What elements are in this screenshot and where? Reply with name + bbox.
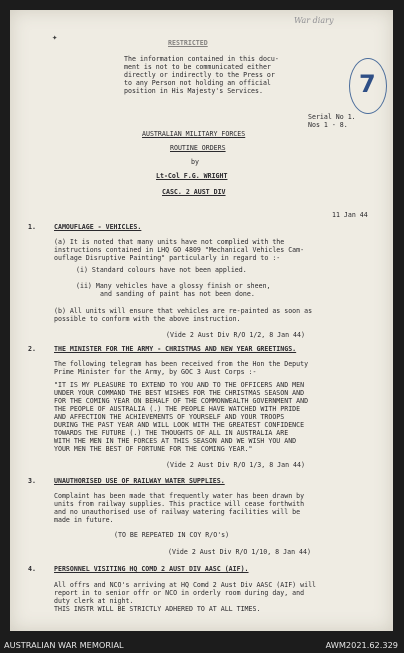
item-heading: CAMOUFLAGE - VEHICLES. xyxy=(54,223,142,231)
text-line: units from railway supplies. This practice will cease forthwith xyxy=(54,500,305,508)
text-line: Prime Minister for the Army, by GOC 3 Aust Corps :- xyxy=(54,368,257,376)
text-line: All offrs and NCO's arriving at HQ Comd 2 Aust Div AASC (AIF) will xyxy=(54,581,317,589)
text-line: and sanding of paint has not been done. xyxy=(100,290,255,298)
repeat-note: (TO BE REPEATED IN COY R/O's) xyxy=(114,531,230,539)
text-line: WITH THE MEN IN THE FORCES AT THIS SEASON AND WE WISH YOU AND xyxy=(54,437,297,445)
telegram-text xyxy=(54,381,308,453)
text-line: and no unauthorised use of railway watering facilities will be xyxy=(54,508,301,516)
item-number: 2. xyxy=(28,345,36,353)
document-page xyxy=(10,10,393,631)
reference: (Vide 2 Aust Div R/O 1/10, 8 Jan 44) xyxy=(168,548,311,556)
item-paragraph xyxy=(54,238,304,262)
archive-footer xyxy=(0,638,404,653)
text-line: The following telegram has been received from the Hon the Deputy xyxy=(54,360,309,368)
text-line: report in to senior offr or NCO in orderly room during day, and xyxy=(54,589,305,597)
document-title: AUSTRALIAN MILITARY FORCES xyxy=(142,130,246,138)
sub-item xyxy=(76,282,271,298)
text-line: Complaint has been made that frequently water has been drawn by xyxy=(54,492,305,500)
text-line: UNDER YOUR COMMAND THE BEST WISHES FOR THE CHRISTMAS SEASON AND xyxy=(54,389,305,397)
notice-line: The information contained in this docu- xyxy=(124,55,279,63)
commander: Lt-Col F.G. WRIGHT xyxy=(156,172,228,180)
notice-line: ment is not to be communicated either xyxy=(124,63,271,71)
text-line: "IT IS MY PLEASURE TO EXTEND TO YOU AND TO THE OFFICERS AND MEN xyxy=(54,381,305,389)
text-line: (ii) Many vehicles have a glossy finish or sheen, xyxy=(76,282,271,290)
handwritten-note: War diary xyxy=(294,16,334,25)
text-line: THIS INSTR WILL BE STRICTLY ADHERED TO AT ALL TIMES. xyxy=(54,605,261,613)
item-heading: THE MINISTER FOR THE ARMY - CHRISTMAS AND NEW YEAR GREETINGS. xyxy=(54,345,297,353)
order-numbers: Nos 1 - 8. xyxy=(308,121,348,129)
notice-line: position in His Majesty's Services. xyxy=(124,87,263,95)
order-date: 11 Jan 44 xyxy=(332,211,368,219)
circled-number: 7 xyxy=(359,70,376,98)
text-line: DURING THE PAST YEAR AND WILL LOOK WITH THE GREATEST CONFIDENCE xyxy=(54,421,305,429)
text-line: possible to conform with the above instruction. xyxy=(54,315,241,323)
text-line: YOUR MEN THE BEST OF FORTUNE FOR THE COMING YEAR." xyxy=(54,445,253,453)
punch-mark: ✦ xyxy=(52,33,58,43)
serial-number: Serial No 1. xyxy=(308,113,356,121)
item-number: 1. xyxy=(28,223,36,231)
unit: CASC. 2 AUST DIV xyxy=(162,188,226,196)
reference: (Vide 2 Aust Div R/O 1/2, 8 Jan 44) xyxy=(166,331,305,339)
item-heading: UNAUTHORISED USE OF RAILWAY WATER SUPPLIES. xyxy=(54,477,225,485)
reference: (Vide 2 Aust Div R/O 1/3, 8 Jan 44) xyxy=(166,461,305,469)
document-subtitle: ROUTINE ORDERS xyxy=(170,144,226,152)
text-line: AND AFFECTION THE ACHIEVEMENTS OF YOURSELF AND YOUR TROOPS xyxy=(54,413,285,421)
text-line: FOR THE COMING YEAR ON BEHALF OF THE COMMONWEALTH GOVERNMENT AND xyxy=(54,397,309,405)
item-number: 3. xyxy=(28,477,36,485)
footer-accession-number: AWM2021.62.329 xyxy=(325,640,398,650)
title-by: by xyxy=(191,158,199,166)
sub-item: (i) Standard colours have not been applied. xyxy=(76,266,247,274)
item-heading: PERSONNEL VISITING HQ COMD 2 AUST DIV AASC (AIF). xyxy=(54,565,249,573)
item-paragraph xyxy=(54,360,308,376)
notice-line: to any Person not holding an official xyxy=(124,79,271,87)
text-line: duty clerk at night. xyxy=(54,597,134,605)
item-paragraph xyxy=(54,492,304,524)
text-line: instructions contained in LHQ GO 4809 "Mechanical Vehicles Cam- xyxy=(54,246,305,254)
text-line: made in future. xyxy=(54,516,114,524)
notice-block xyxy=(124,55,279,95)
item-paragraph xyxy=(54,581,316,613)
text-line: ouflage Disruptive Painting" particularly in regard to :- xyxy=(54,254,281,262)
footer-institution: AUSTRALIAN WAR MEMORIAL xyxy=(4,640,124,650)
text-line: TOWARDS THE FUTURE (.) THE THOUGHTS OF ALL IN AUSTRALIA ARE xyxy=(54,429,289,437)
text-line: (a) It is noted that many units have not complied with the xyxy=(54,238,285,246)
item-paragraph xyxy=(54,307,312,323)
heading-stamp: RESTRICTED xyxy=(168,39,208,47)
item-number: 4. xyxy=(28,565,36,573)
notice-line: directly or indirectly to the Press or xyxy=(124,71,275,79)
text-line: (b) All units will ensure that vehicles are re-painted as soon as xyxy=(54,307,313,315)
text-line: THE PEOPLE OF AUSTRALIA (.) THE PEOPLE HAVE WATCHED WITH PRIDE xyxy=(54,405,301,413)
